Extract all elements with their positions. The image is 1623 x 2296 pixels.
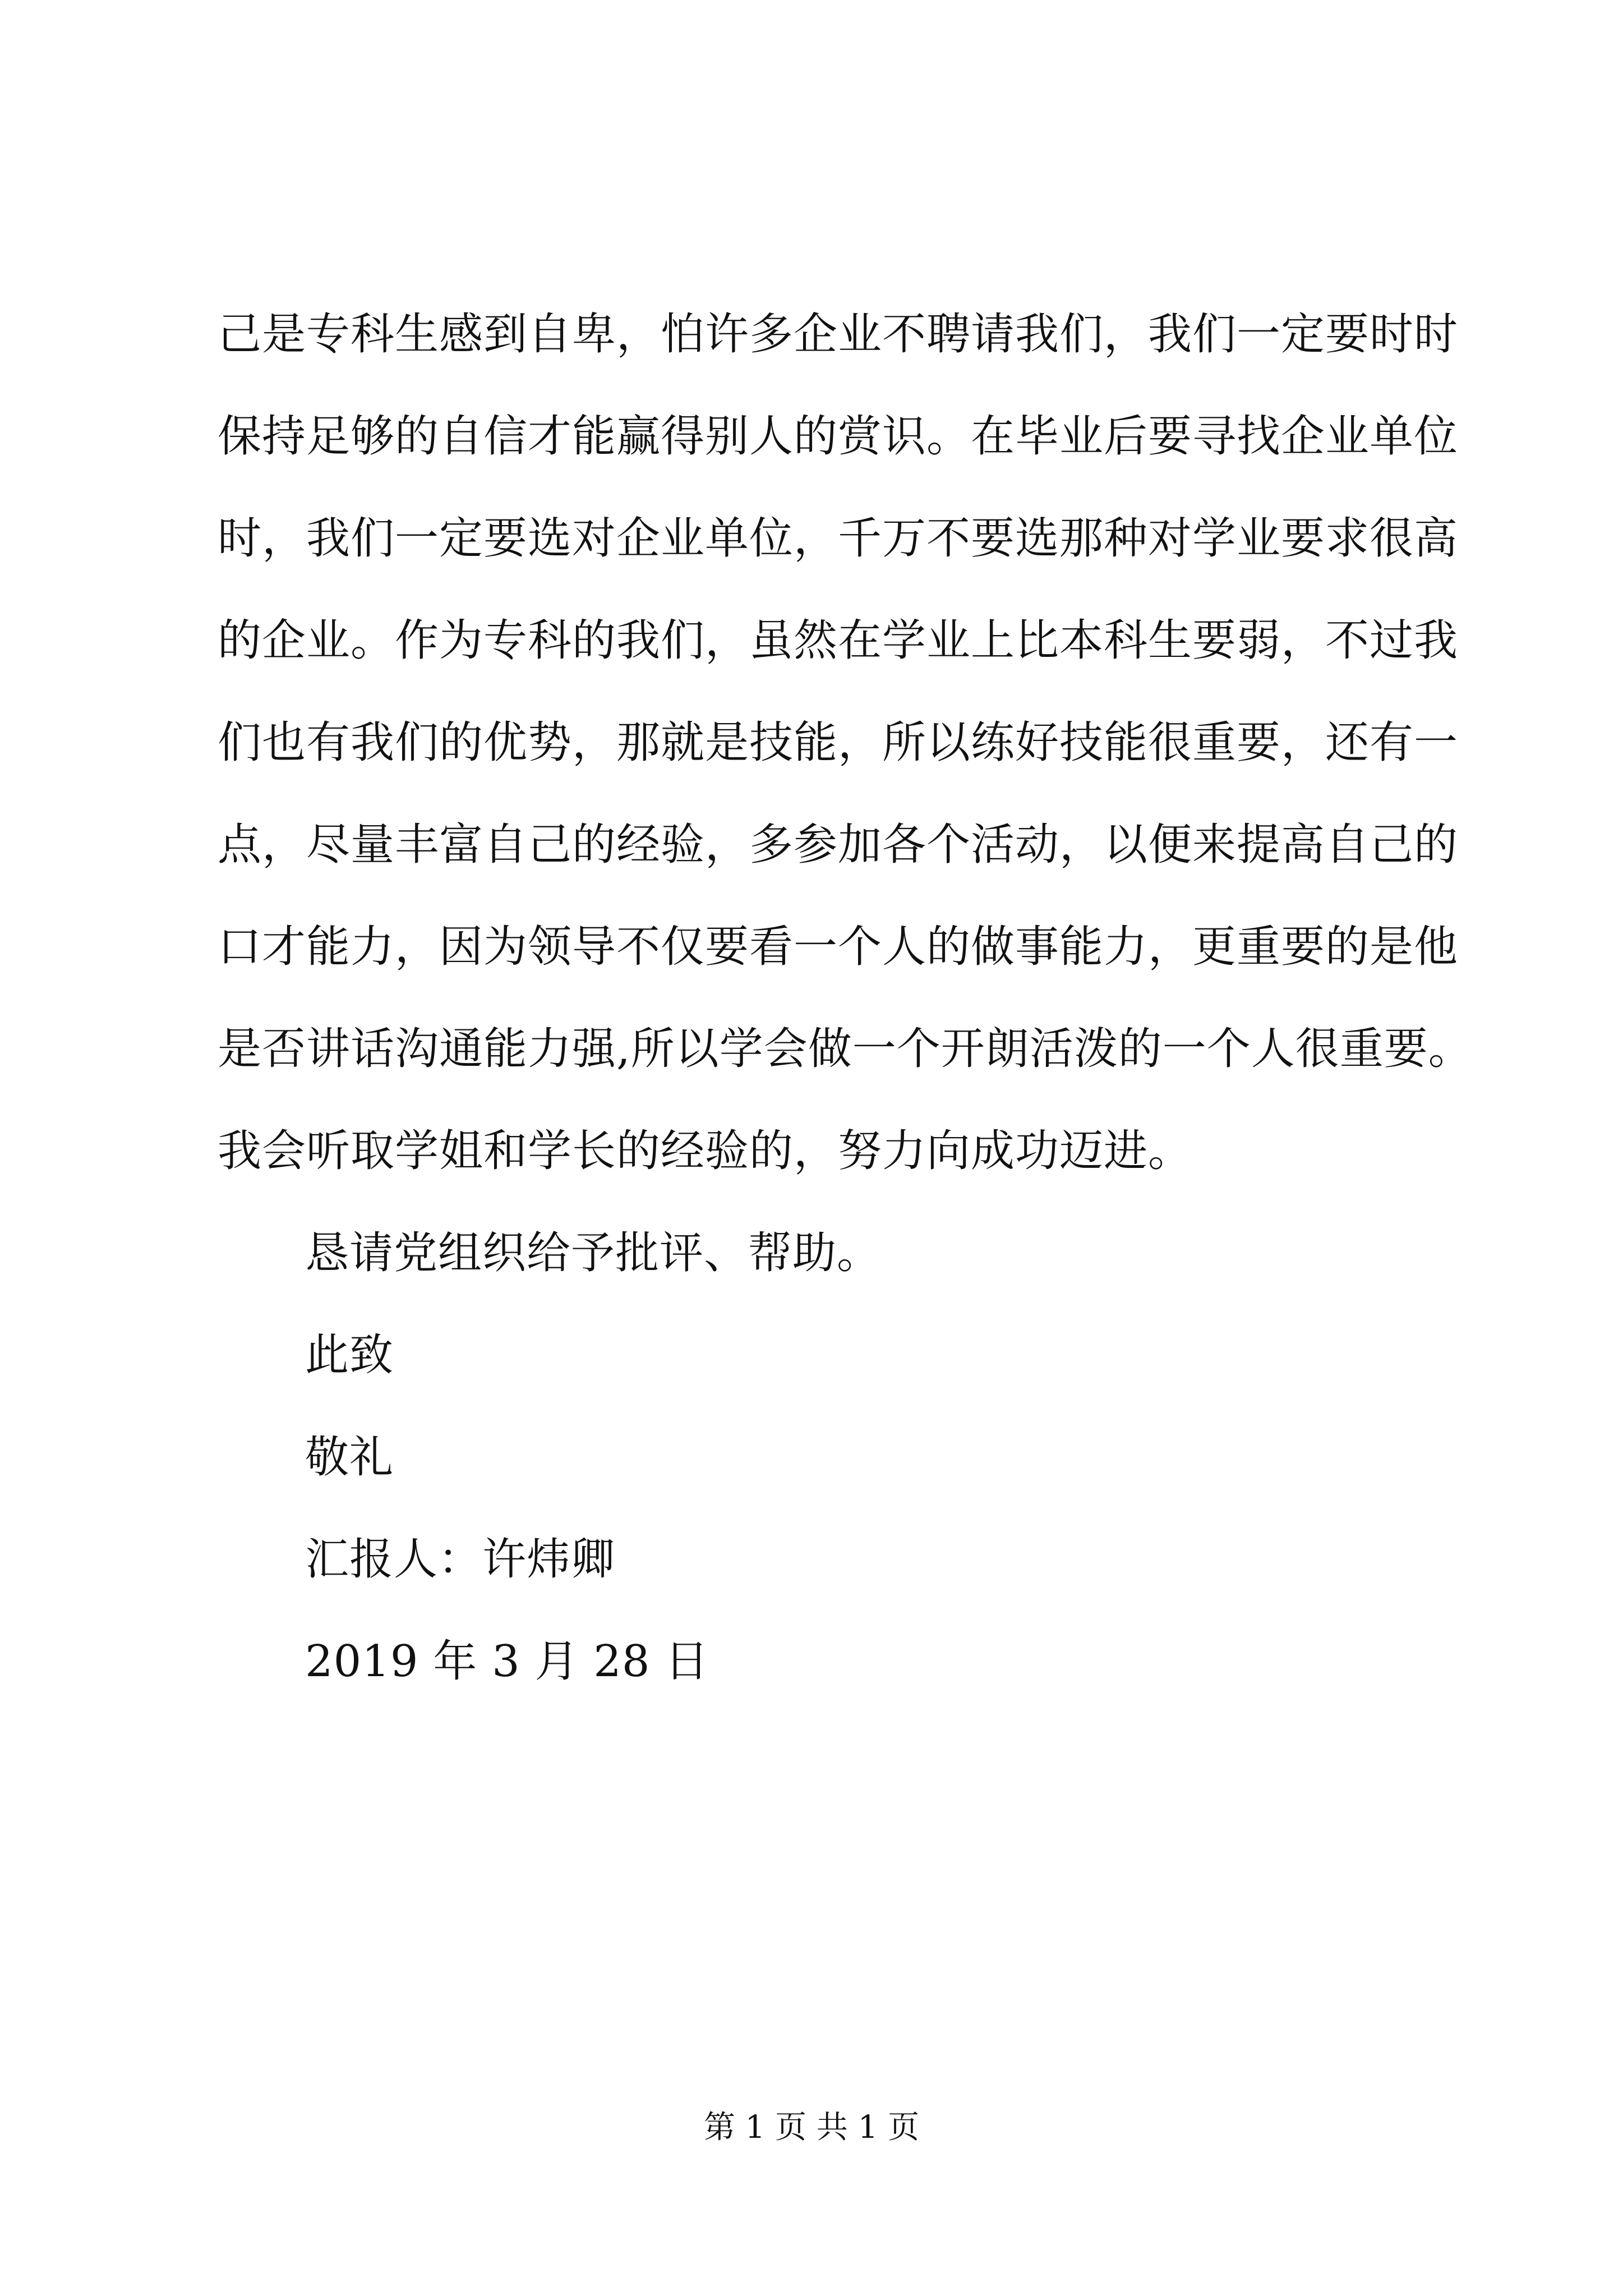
paragraph-line: 的企业。作为专科的我们，虽然在学业上比本科生要弱，不过我 <box>218 615 1459 666</box>
paragraph-line: 口才能力，因为领导不仅要看一个人的做事能力，更重要的是他 <box>218 922 1459 972</box>
reporter-signature: 汇报人：许炜卿 <box>305 1534 616 1585</box>
paragraph-line: 己是专科生感到自卑，怕许多企业不聘请我们，我们一定要时时 <box>218 309 1459 360</box>
page-number-footer: 第 1 页 共 1 页 <box>703 2109 920 2146</box>
paragraph-line: 是否讲话沟通能力强,所以学会做一个开朗活泼的一个人很重要。 <box>218 1024 1473 1074</box>
report-date: 2019 年 3 月 28 日 <box>305 1636 709 1687</box>
paragraph-line: 点，尽量丰富自己的经验，多参加各个活动，以便来提高自己的 <box>218 820 1459 870</box>
closing-regards: 敬礼 <box>305 1432 394 1483</box>
closing-salutation: 此致 <box>305 1330 394 1381</box>
paragraph-line: 们也有我们的优势，那就是技能，所以练好技能很重要，还有一 <box>218 717 1459 768</box>
document-body <box>218 283 1474 1713</box>
paragraph-line: 保持足够的自信才能赢得别人的赏识。在毕业后要寻找企业单位 <box>218 411 1459 462</box>
request-text: 恳请党组织给予批评、帮助。 <box>305 1228 882 1278</box>
paragraph-line: 时，我们一定要选对企业单位，千万不要选那种对学业要求很高 <box>218 513 1459 564</box>
paragraph-line: 我会听取学姐和学长的经验的，努力向成功迈进。 <box>218 1126 1193 1176</box>
